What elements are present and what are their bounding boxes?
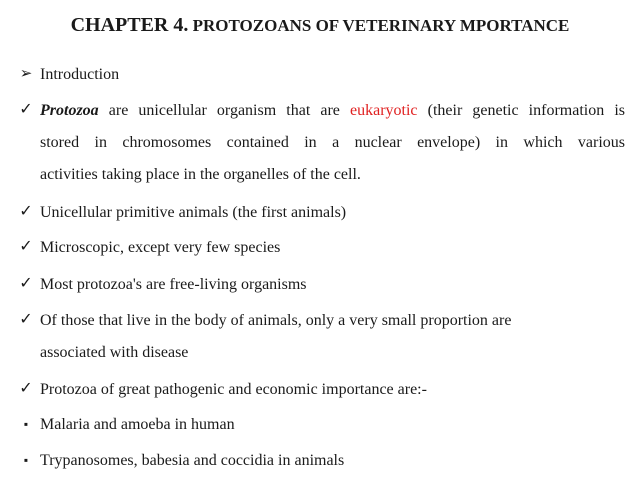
check-bullet-icon: ✓ [19,275,33,292]
bullet-text: Malaria and amoeba in human [40,416,235,433]
bullet-text: Most protozoa's are free-living organisms [40,276,307,293]
bullet-text-line-3: activities taking place in the organelles of the cell. [40,166,361,183]
bullet-text: Microscopic, except very few species [40,239,281,256]
square-bullet-icon: ▪ [23,417,29,431]
check-bullet-icon: ✓ [19,238,33,255]
bullet-text-line-2: associated with disease [40,344,189,361]
chapter-title [0,14,640,37]
bullet-text: Introduction [40,66,120,83]
square-bullet-icon: ▪ [23,453,29,467]
bullet-text: Protozoa of great pathogenic and economic importance are:- [40,381,427,398]
check-bullet-icon: ✓ [19,311,33,328]
bullet-text-line-1: Protozoa are unicellular organism that are eukaryotic (their genetic information is [40,102,625,119]
eukaryotic-highlight: eukaryotic [350,102,418,119]
check-bullet-icon: ✓ [19,380,33,397]
chapter-subject: PROTOZOANS OF VETERINARY MPORTANCE [188,16,570,35]
bullet-text-line-1: Of those that live in the body of animals, only a very small proportion are [40,312,512,329]
arrow-bullet-icon: ➢ [19,66,33,82]
bullet-text: Unicellular primitive animals (the first animals) [40,204,347,221]
chapter-number: CHAPTER 4. [70,14,189,36]
protozoa-term: Protozoa [40,102,99,119]
check-bullet-icon: ✓ [19,203,33,220]
bullet-text: Trypanosomes, babesia and coccidia in animals [40,452,345,469]
bullet-text-line-2: stored in chromosomes contained in a nuclear envelope) in which various [40,134,625,151]
check-bullet-icon: ✓ [19,101,33,118]
